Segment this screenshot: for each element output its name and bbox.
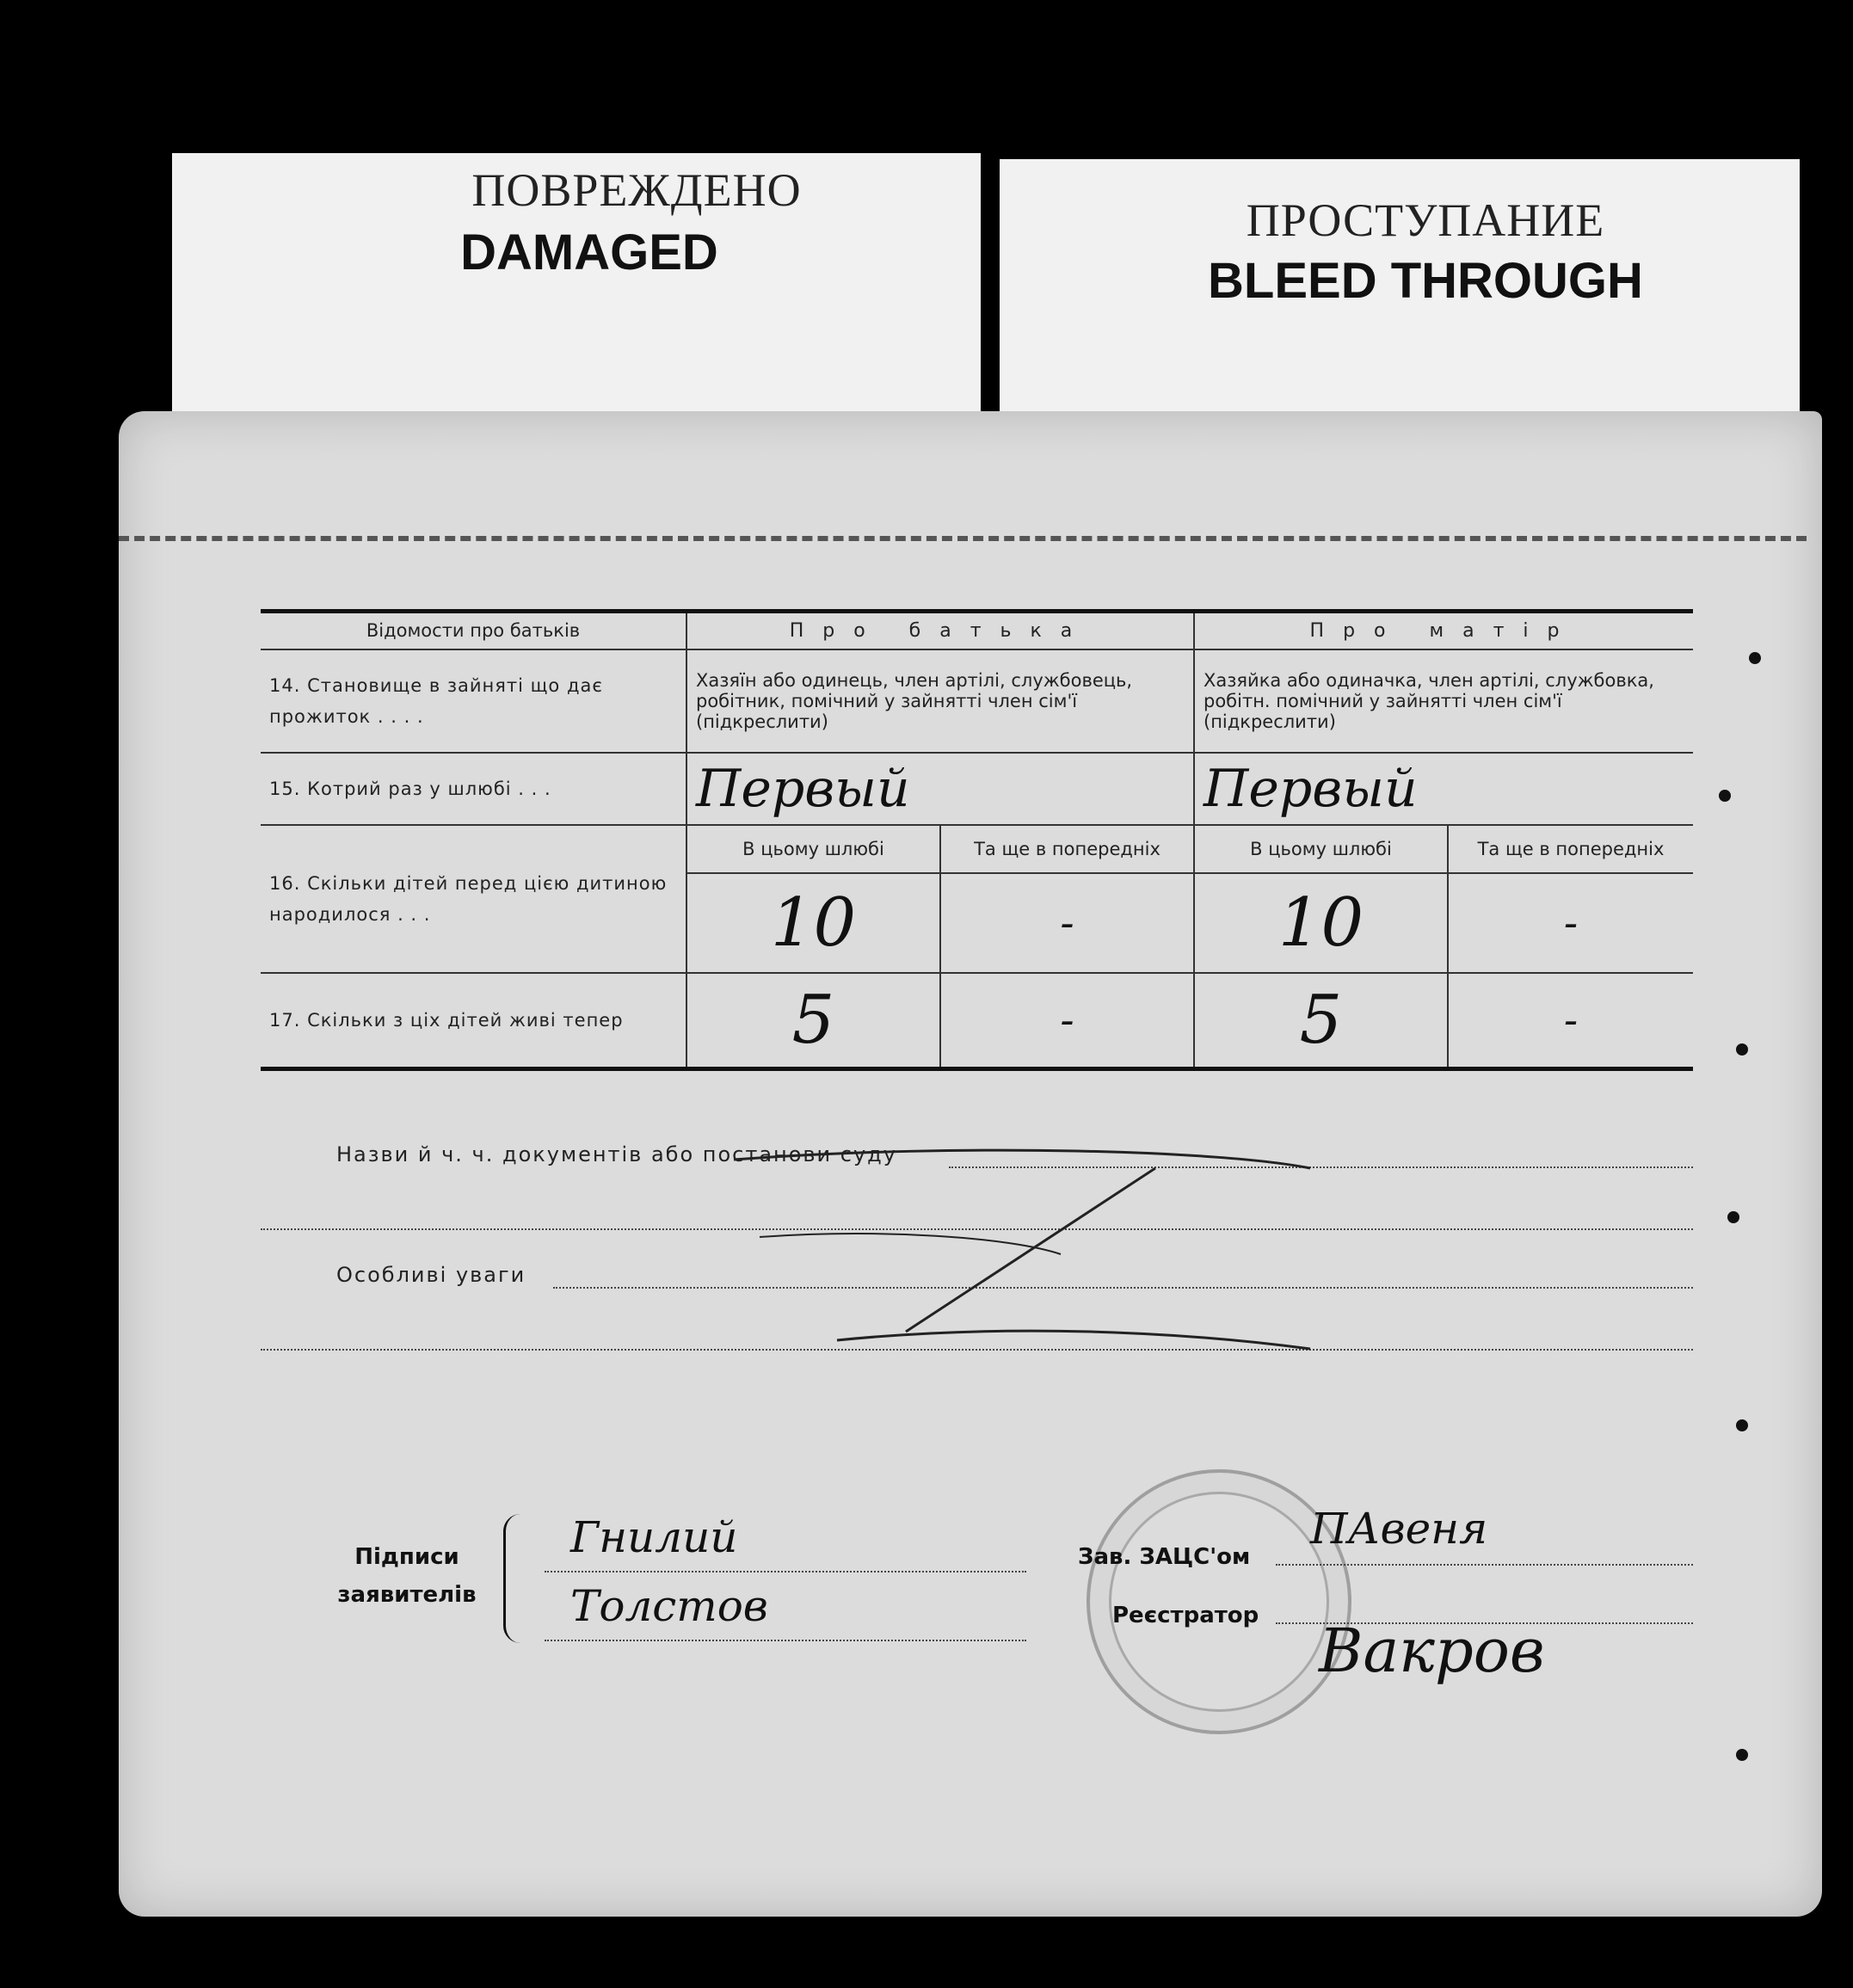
applicant-line-1	[545, 1571, 1026, 1573]
damaged-label-en: DAMAGED	[460, 225, 718, 280]
registrar-signature: Вакров	[1319, 1616, 1545, 1686]
q15-label: 15. Котрий раз у шлюбі . . .	[261, 753, 686, 825]
q16-father-prev: -	[940, 873, 1194, 973]
registrar-line	[1276, 1622, 1693, 1624]
sub-mother-this: В цьому шлюбі	[1194, 825, 1448, 873]
documents-label: Назви й ч. ч. документів або постанови суду	[336, 1142, 897, 1166]
q17-label: 17. Скільки з ціх дітей живі тепер	[261, 973, 686, 1069]
applicant-line-2	[545, 1640, 1026, 1641]
applicants-label-line1: Підписи	[354, 1544, 459, 1570]
head-label: Зав. ЗАЦС'ом	[1078, 1544, 1251, 1570]
q15-mother: Первый	[1194, 753, 1693, 825]
applicants-label-line2: заявителів	[337, 1582, 477, 1608]
q15-father: Первый	[686, 753, 1194, 825]
header-father: Про батька	[686, 612, 1194, 649]
q14-mother: Хазяйка або одиначка, член артілі, службовка, робітн. помічний у зайнятті член сім'ї (підкреслити)	[1194, 649, 1693, 753]
cross-out-strokes	[708, 1142, 1396, 1357]
perforation-line	[119, 536, 1807, 541]
head-signature: ПАвеня	[1310, 1504, 1488, 1554]
damaged-label-ru: ПОВРЕЖДЕНО	[471, 164, 802, 216]
q14-label: 14. Становище в зайняті що дає прожиток . . . .	[261, 649, 686, 753]
punch-hole	[1736, 1043, 1748, 1056]
punch-hole	[1719, 790, 1731, 802]
parents-table	[261, 609, 1693, 1071]
bleed-label-en: BLEED THROUGH	[1208, 253, 1643, 309]
applicant-signature-2: Толстов	[570, 1581, 768, 1631]
head-line	[1276, 1564, 1693, 1566]
applicants-label	[329, 1538, 484, 1614]
form-body	[261, 609, 1693, 1686]
q17-mother-this: 5	[1194, 973, 1448, 1069]
q16-father-this: 10	[686, 873, 940, 973]
q17-father-this: 5	[686, 973, 940, 1069]
brace-icon	[503, 1514, 523, 1643]
q17-father-prev: -	[940, 973, 1194, 1069]
q16-label: 16. Скільки дітей перед цією дитиною народилося . . .	[261, 825, 686, 973]
sub-father-this: В цьому шлюбі	[686, 825, 940, 873]
damaged-card	[172, 153, 981, 420]
q14-father: Хазяїн або одинець, член артілі, службовець, робітник, помічний у зайнятті член сім'ї (підкреслити)	[686, 649, 1194, 753]
q17-mother-prev: -	[1448, 973, 1693, 1069]
punch-hole	[1736, 1419, 1748, 1431]
q16-mother-this: 10	[1194, 873, 1448, 973]
remarks-label: Особливі уваги	[336, 1263, 526, 1287]
registrar-label: Реєстратор	[1112, 1603, 1259, 1628]
bleed-through-card	[1000, 159, 1800, 417]
header-mother: Про матір	[1194, 612, 1693, 649]
registration-form-sheet	[119, 411, 1822, 1917]
sub-mother-prev: Та ще в попередніх	[1448, 825, 1693, 873]
bleed-label-ru: ПРОСТУПАНИЕ	[1246, 194, 1605, 246]
header-info: Відомости про батьків	[261, 612, 686, 649]
punch-hole	[1749, 652, 1761, 664]
q16-mother-prev: -	[1448, 873, 1693, 973]
applicant-signature-1: Гнилий	[570, 1512, 738, 1562]
sub-father-prev: Та ще в попередніх	[940, 825, 1194, 873]
punch-hole	[1727, 1211, 1739, 1223]
signatures-section	[261, 1495, 1693, 1753]
punch-hole	[1736, 1749, 1748, 1761]
